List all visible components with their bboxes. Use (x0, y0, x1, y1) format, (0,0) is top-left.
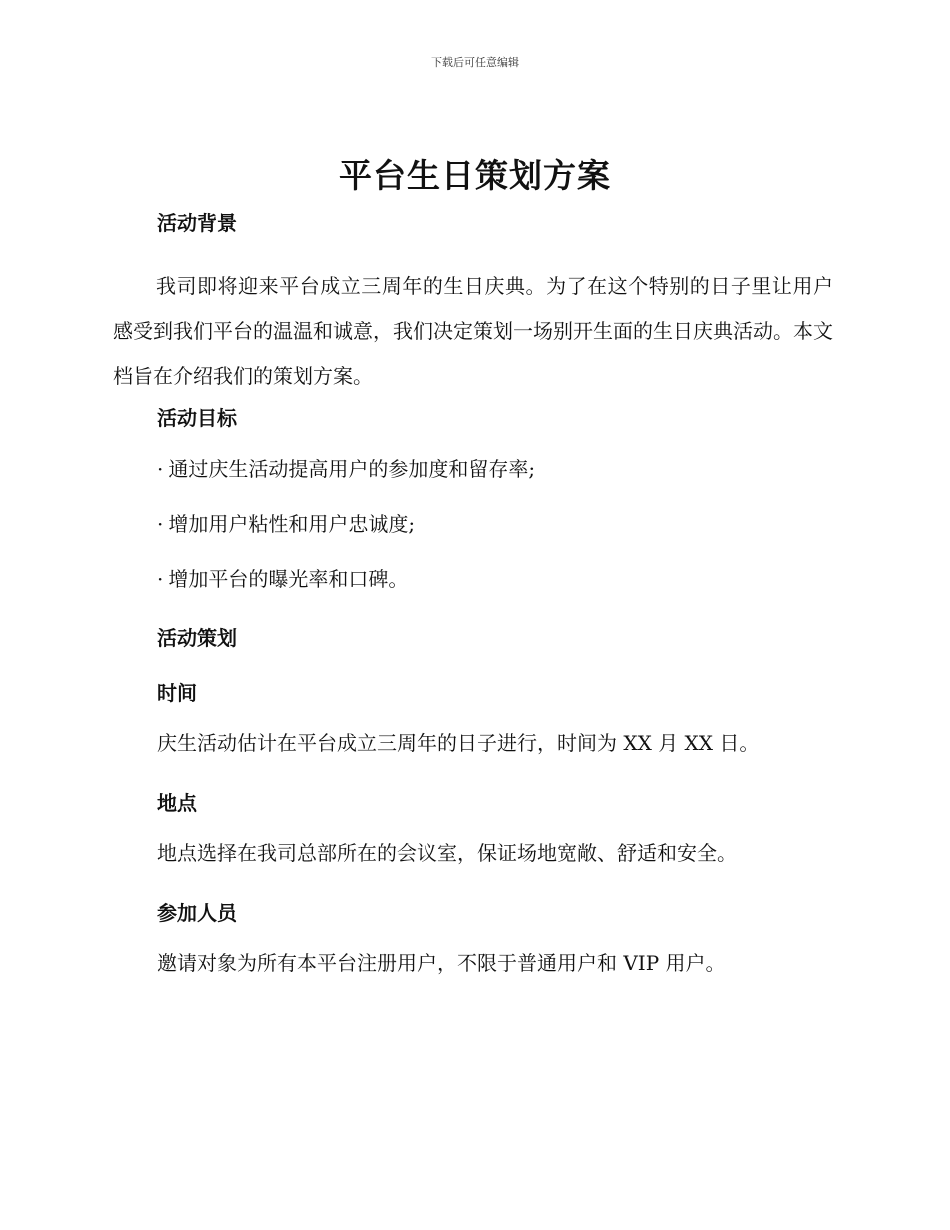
goal-item-text: 增加用户粘性和用户忠诚度; (168, 512, 416, 536)
subsection-heading-location: 地点 (157, 791, 197, 815)
background-paragraph: 我司即将迎来平台成立三周年的生日庆典。为了在这个特别的日子里让用户感受到我们平台的温温和诚意，我们决定策划一场别开生面的生日庆典活动。本文档旨在介绍我们的策划方案。 (113, 274, 833, 388)
goal-list-item (157, 569, 408, 589)
subsection-heading-time: 时间 (157, 681, 197, 705)
goal-item-text: 通过庆生活动提高用户的参加度和留存率; (168, 457, 536, 481)
goal-item-text: 增加平台的曝光率和口碑。 (168, 567, 409, 591)
subsection-heading-participants: 参加人员 (157, 901, 237, 925)
bullet-icon: · (157, 457, 164, 481)
location-paragraph: 地点选择在我司总部所在的会议室，保证场地宽敞、舒适和安全。 (157, 841, 737, 865)
goal-list-item (157, 514, 415, 534)
header-note: 下载后可任意编辑 (431, 56, 519, 69)
bullet-icon: · (157, 567, 164, 591)
section-heading-goals: 活动目标 (157, 406, 237, 430)
section-heading-planning: 活动策划 (157, 626, 237, 650)
goal-list-item (157, 459, 535, 479)
section-heading-background: 活动背景 (157, 211, 237, 235)
bullet-icon: · (157, 512, 164, 536)
participants-paragraph: 邀请对象为所有本平台注册用户，不限于普通用户和 VIP 用户。 (157, 951, 726, 975)
time-paragraph: 庆生活动估计在平台成立三周年的日子进行，时间为 XX 月 XX 日。 (157, 731, 760, 755)
document-title: 平台生日策划方案 (339, 156, 611, 195)
